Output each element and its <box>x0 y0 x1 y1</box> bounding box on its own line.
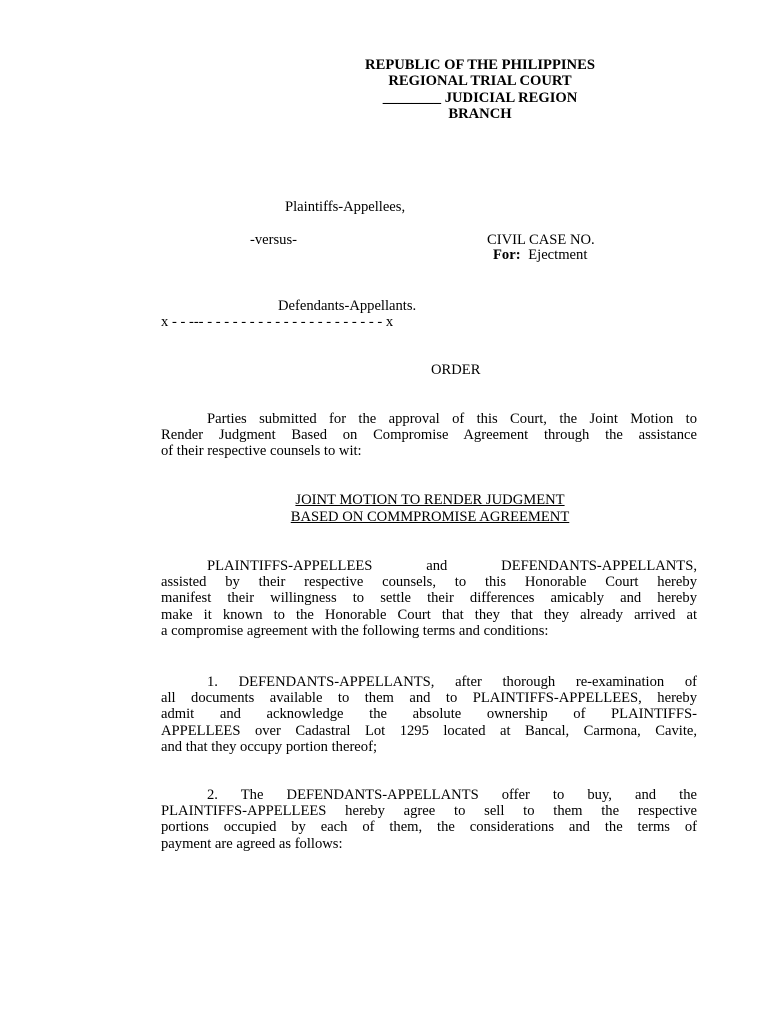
caption-separator: x - - --- - - - - - - - - - - - - - - - - - - - - - x <box>161 314 394 330</box>
compromise-paragraph <box>161 558 697 639</box>
term-line: payment are agreed as follows: <box>161 835 343 852</box>
intro-line: of their respective counsels to wit: <box>161 443 362 460</box>
defendants-label: Defendants-Appellants. <box>278 298 417 314</box>
term-item-2 <box>161 787 697 852</box>
term-line: portions occupied by each of them, the considerations and the terms of <box>161 819 697 836</box>
paragraph-line: make it known to the Honorable Court that they that they already arrived at <box>161 606 697 623</box>
paragraph-line: manifest their willingness to settle their differences amicably and hereby <box>161 590 697 607</box>
term-line: PLAINTIFFS-APPELLEES hereby agree to sell to them the respective <box>161 803 697 820</box>
intro-line: Render Judgment Based on Compromise Agreement through the assistance <box>161 427 697 444</box>
order-title: ORDER <box>431 362 481 378</box>
court-header-region: ________ JUDICIAL REGION <box>382 90 578 106</box>
plaintiffs-label: Plaintiffs-Appellees, <box>285 199 406 215</box>
term-line: and that they occupy portion thereof; <box>161 738 377 755</box>
for-value: Ejectment <box>528 247 588 263</box>
intro-paragraph <box>161 411 697 460</box>
court-header-republic: REPUBLIC OF THE PHILIPPINES <box>365 57 595 73</box>
versus-label: -versus- <box>250 232 298 248</box>
term-line: admit and acknowledge the absolute ownership of PLAINTIFFS- <box>161 706 697 723</box>
court-header-branch: BRANCH <box>448 106 512 122</box>
paragraph-line: a compromise agreement with the following terms and conditions: <box>161 622 549 639</box>
intro-line: Parties submitted for the approval of this Court, the Joint Motion to <box>207 411 697 427</box>
term-item-1 <box>161 674 697 755</box>
motion-title-line1: JOINT MOTION TO RENDER JUDGMENT <box>295 492 565 508</box>
for-label: For: <box>493 247 521 263</box>
motion-title-line2: BASED ON COMMPROMISE AGREEMENT <box>290 509 570 525</box>
court-header-rtc: REGIONAL TRIAL COURT <box>388 73 572 89</box>
paragraph-line: PLAINTIFFS-APPELLEES and DEFENDANTS-APPELLANTS, <box>207 558 697 574</box>
term-line: 1. DEFENDANTS-APPELLANTS, after thorough re-examination of <box>207 674 697 690</box>
term-line: APPELLEES over Cadastral Lot 1295 located at Bancal, Carmona, Cavite, <box>161 722 697 739</box>
paragraph-line: assisted by their respective counsels, to this Honorable Court hereby <box>161 574 697 591</box>
civil-case-no-label: CIVIL CASE NO. <box>487 232 595 248</box>
case-for-row <box>493 247 587 264</box>
term-line: 2. The DEFENDANTS-APPELLANTS offer to buy, and the <box>207 787 697 803</box>
term-line: all documents available to them and to PLAINTIFFS-APPELLEES, hereby <box>161 690 697 707</box>
